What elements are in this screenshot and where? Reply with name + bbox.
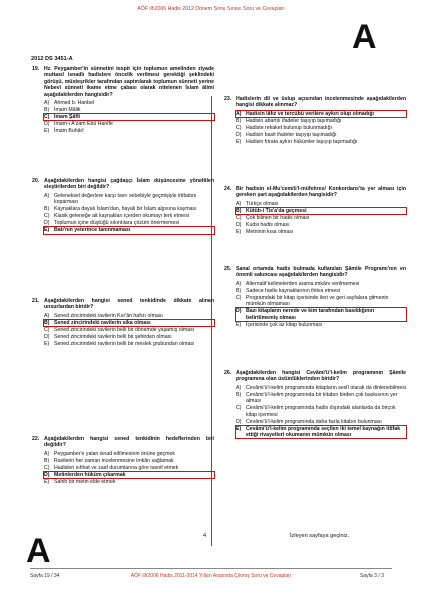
answer-option	[44, 327, 214, 333]
question-20	[32, 178, 214, 234]
question-23	[224, 96, 406, 146]
option-letter: E)	[236, 425, 242, 432]
option-list	[44, 451, 214, 485]
option-text: Kaynaklara dayalı İslam'dan, hayali bir İslam algısına kayması	[54, 206, 197, 213]
answer-option	[236, 222, 406, 228]
question-number: 20.	[32, 178, 40, 184]
answer-option	[44, 128, 214, 134]
option-letter: C)	[236, 214, 242, 221]
option-text: Sahih bir metin elde etmek	[54, 478, 116, 485]
booklet-letter-top: A	[352, 18, 377, 56]
option-letter: C)	[44, 464, 50, 471]
option-letter: A)	[236, 200, 242, 207]
option-text: Metinlerden hüküm çıkarmak	[54, 471, 126, 478]
option-letter: C)	[236, 294, 242, 301]
option-text: Cevâmi'ü'l-kelim programında daha fazla kitabın bulunması	[246, 418, 382, 425]
option-letter: C)	[44, 326, 50, 333]
option-letter: D)	[44, 220, 50, 227]
question-number: 22.	[32, 436, 40, 442]
option-text: Klasik geleneğe ait kaynakları içerden okumayı terk etmesi	[54, 213, 189, 220]
option-text: Peygamber'e yalan isnad edilmesinin önüne geçmek	[54, 450, 175, 457]
option-text: Sened zincirindeki ravilerin belli bir şehirden olması	[54, 333, 172, 340]
option-letter: D)	[236, 418, 242, 425]
option-text: İmam-ı A'zam Ebû Hanîfe	[54, 121, 113, 128]
option-list	[236, 201, 406, 235]
answer-option	[44, 458, 214, 464]
booklet-code: 2012 DS 3451-A	[31, 56, 73, 62]
option-text: Toplumun içine düştüğü sıkıntılara çözüm önermemesi	[54, 220, 180, 227]
option-letter: E)	[236, 138, 242, 145]
answer-option	[44, 320, 214, 326]
option-letter: A)	[236, 110, 242, 117]
answer-option	[44, 213, 214, 219]
option-text: Hadisin fıtrata aykırı hükümler taşıyıp taşımadığı	[246, 138, 358, 145]
option-text: Sened zincirindeki ravilerin sika olması	[54, 319, 151, 326]
option-letter: C)	[236, 124, 242, 131]
option-text: Cevâmi'ü'l-kelim programında seçilen iki temel kaynağın ittifak ettiği rivayetleri okumanın mümkün olması	[246, 425, 401, 439]
answer-option	[236, 281, 406, 287]
question-number: 19.	[32, 66, 40, 72]
option-letter: B)	[44, 107, 50, 114]
answer-option	[236, 308, 406, 321]
option-letter: A)	[44, 192, 50, 199]
footer-rule	[30, 568, 392, 569]
option-letter: E)	[44, 128, 50, 135]
question-stem: Hadislerin dil ve üslup açısından incelenmesinde aşağıdakilerden hangisi dikkate alınmaz?	[236, 96, 406, 109]
answer-option	[236, 426, 406, 439]
page-header: AÖF ilh2006 Hadis 2012 Dönem Sonu Sınavı Soru ve Cevapları	[137, 6, 285, 12]
option-letter: B)	[236, 207, 242, 214]
option-letter: D)	[236, 308, 242, 315]
question-24	[224, 186, 406, 236]
option-list	[236, 385, 406, 439]
answer-option	[236, 295, 406, 308]
option-letter: D)	[44, 471, 50, 478]
question-19	[32, 66, 214, 135]
option-text: Cevâmi'ü'l-kelim programında bir kitabın birden çok baskısının yer alması	[246, 391, 398, 405]
question-number: 25.	[224, 266, 232, 272]
page-number: 4	[203, 533, 207, 539]
footer-right: Sayfa 3 / 3	[360, 573, 384, 579]
option-letter: D)	[236, 221, 242, 228]
option-text: Sened zincirindeki ravilerin belli bir meslek grubundan olması	[54, 340, 195, 347]
option-text: Sadece hadis kaynaklarının ihtiva etmesi	[246, 287, 341, 294]
answer-option	[236, 201, 406, 207]
option-text: Hadisin abartılı ifadeler taşıyıp taşımadığı	[246, 117, 342, 124]
option-letter: E)	[44, 227, 50, 234]
option-text: Çok bilinen bir hadis olması	[246, 214, 310, 221]
booklet-letter-bottom: A	[26, 532, 51, 570]
option-letter: B)	[44, 206, 50, 213]
question-stem: Aşağıdakilerden hangisi Cevâmi'ü'l-kelim programının Şâmile programına olan üstünlüklerinden biridir?	[236, 370, 406, 383]
option-text: Ahmed b. Hanbel	[54, 100, 95, 107]
answer-option	[44, 107, 214, 113]
option-text: İmam Mâlik	[54, 107, 81, 114]
option-text: Geleneksel değerlere karşı tavrı sebebiyle geçmişiyle irtibatını koparması	[54, 192, 197, 206]
option-text: Hadisleri sıhhat ve zaaf durumlarına göre tasnif etmek	[54, 464, 179, 471]
question-21	[32, 298, 214, 348]
question-stem: Sanal ortamda hadis bulmada kullanılan Şâmile Programı'nın en önemli sakıncası aşağıdakilerden hangisidir?	[236, 266, 406, 279]
answer-option	[44, 334, 214, 340]
answer-option	[236, 139, 406, 145]
option-list	[44, 313, 214, 347]
answer-option	[236, 405, 406, 418]
answer-option	[44, 100, 214, 106]
footer-center: AÖF ilh2006 Hadis 2011-2014 Yılları Arasında Çıkmış Soru ve Cevapları	[130, 573, 292, 579]
answer-option	[44, 114, 214, 120]
option-letter: A)	[236, 280, 242, 287]
option-letter: A)	[44, 450, 50, 457]
option-text: Hadiste rekaket bulunup bulunmadığı	[246, 124, 332, 131]
question-stem: Aşağıdakilerden hangisi sened tenkidinde dikkate alınan unsurlardan biridir?	[44, 298, 214, 311]
option-text: Metninin kısa olması	[246, 228, 294, 235]
option-letter: D)	[44, 121, 50, 128]
answer-option	[44, 121, 214, 127]
option-letter: C)	[44, 213, 50, 220]
option-text: Bazı kitapların nerede ve kim tarafından basıldığının belirtilmemiş olması	[246, 308, 374, 321]
answer-option	[44, 313, 214, 319]
option-letter: D)	[44, 333, 50, 340]
answer-option	[236, 419, 406, 425]
answer-option	[236, 208, 406, 214]
option-letter: B)	[236, 391, 242, 398]
option-text: Türkçe olması	[246, 200, 279, 207]
option-text: Sened zincirindeki ravilerin Kur'ân hafızı olması	[54, 312, 163, 319]
answer-option	[236, 125, 406, 131]
option-letter: A)	[236, 384, 242, 391]
answer-option	[44, 479, 214, 485]
answer-option	[236, 288, 406, 294]
question-number: 21.	[32, 298, 40, 304]
option-letter: B)	[44, 319, 50, 326]
option-text: Hadisin basit ifadeler taşıyıp taşımadığı	[246, 131, 337, 138]
option-list	[236, 111, 406, 145]
option-letter: A)	[44, 100, 50, 107]
answer-option	[236, 132, 406, 138]
answer-option	[236, 322, 406, 328]
footer-left: Sayfa 19 / 34	[30, 573, 60, 579]
option-list	[236, 281, 406, 328]
answer-option	[44, 341, 214, 347]
question-22	[32, 436, 214, 486]
option-letter: E)	[236, 321, 242, 328]
option-letter: B)	[236, 287, 242, 294]
option-text: İmam Şâfiî	[54, 114, 80, 121]
answer-option	[236, 215, 406, 221]
option-text: Cevâmi'ü'l-kelim programında kitapların seslî olarak da dinlenebilmesi	[246, 384, 406, 391]
option-letter: E)	[44, 340, 50, 347]
question-26	[224, 370, 406, 439]
option-text: Ravilerin her zaman incelenmesine imkân sağlamak	[54, 457, 174, 464]
answer-option	[44, 220, 214, 226]
question-stem: Hz. Peygamber'in sünnetini tespit için toplumun amelinden ziyade muttasıl isnadlı hadislere öncelik verilmesi gerektiği şeklindeki görüşü, müsteşrikler tarafından saptırılarak toplumun sünneti yerine Nebevî sünneti ikame etme çabası olarak nitelenen İslam âlimi aşağıdakilerden hangisidir?	[44, 66, 214, 98]
option-letter: C)	[236, 405, 242, 412]
option-text: Sened zincirindeki ravilerin belli bir dönemde yaşamış olması	[54, 326, 195, 333]
option-text: İçerisinde çok az kitap bulunması	[246, 321, 323, 328]
answer-option	[44, 227, 214, 233]
answer-option	[236, 385, 406, 391]
answer-option	[44, 472, 214, 478]
option-text: İmam Buhârî	[54, 128, 84, 135]
next-page-note: İzleyen sayfaya geçiniz.	[290, 533, 350, 539]
question-stem: Bir hadisin el-Mu'cem/ü'l-müfehres/ Konkordans'ta yer alması için gereken şart aşağıdakilerden hangisidir?	[236, 186, 406, 199]
option-text: Cevâmi'ü'l-kelim programında hadis dışındaki alanlarda da birçok kitap içermesi	[246, 405, 396, 418]
option-letter: B)	[44, 457, 50, 464]
question-stem: Aşağıdakilerden hangisi çağdaşçı İslam düşüncesine yöneltilen eleştirilerden biri değildir?	[44, 178, 214, 191]
option-text: Batı'nın yeterince tanınmaması	[54, 227, 131, 234]
question-stem: Aşağıdakilerden hangisi sened tenkidinin hedeflerinden biri değildir?	[44, 436, 214, 449]
answer-option	[236, 229, 406, 235]
question-25	[224, 266, 406, 329]
answer-option	[44, 193, 214, 206]
question-number: 23.	[224, 96, 232, 102]
answer-option	[44, 465, 214, 471]
answer-option	[236, 118, 406, 124]
question-number: 26.	[224, 370, 232, 376]
option-letter: E)	[236, 228, 242, 235]
option-letter: E)	[44, 478, 50, 485]
option-text: Programdaki bir kitap içerisinde ileri ve geri sayfalara gitmenin mümkün olmaması	[246, 294, 389, 308]
option-text: Alternatif kelimelerden arama imkânı verilmemesi	[246, 280, 360, 287]
answer-option	[44, 451, 214, 457]
option-letter: D)	[236, 131, 242, 138]
option-letter: B)	[236, 117, 242, 124]
question-number: 24.	[224, 186, 232, 192]
answer-option	[236, 111, 406, 117]
option-text: Kudsi hadis olması	[246, 221, 290, 228]
answer-option	[44, 206, 214, 212]
option-text: Hadisin lâfız ve tercübü verilere aykırı olup olmadığı	[246, 110, 374, 117]
option-letter: C)	[44, 114, 50, 121]
answer-option	[236, 392, 406, 405]
option-list	[44, 193, 214, 234]
option-letter: A)	[44, 312, 50, 319]
option-list	[44, 100, 214, 134]
option-text: Kütüb-i Tis'a'da geçmesi	[246, 207, 307, 214]
